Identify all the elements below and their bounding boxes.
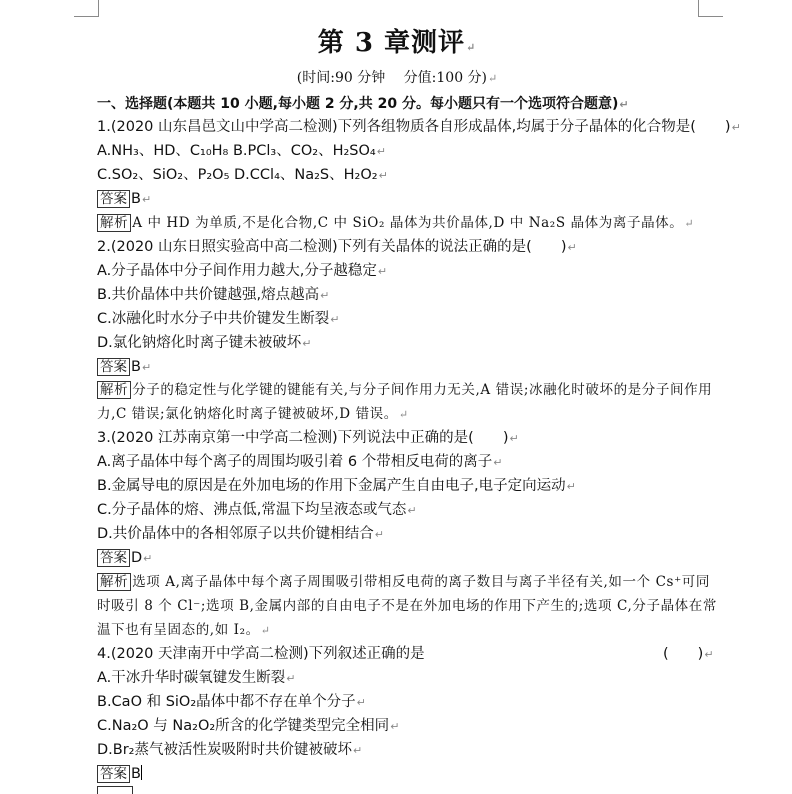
page-corner-mark-top-right (698, 0, 723, 17)
question-2-option: B.共价晶体中共价键越强,熔点越高↵ (97, 287, 330, 303)
question-2-answer: 答案 B↵ (97, 358, 151, 377)
answer-tag: 答案 (97, 358, 130, 376)
analysis-tag: 解析 (97, 214, 131, 232)
page-title: 第 3 章测评↵ (317, 28, 477, 58)
text-cursor (141, 765, 142, 780)
question-1-option: C.SO₂、SiO₂、P₂O₅ D.CCl₄、Na₂S、H₂O₂↵ (97, 167, 388, 183)
question-2-stem: 2.(2020 山东日照实验高中高二检测)下列有关晶体的说法正确的是( )↵ (97, 239, 577, 255)
analysis-tag: 解析 (97, 381, 131, 399)
question-1-option: A.NH₃、HD、C₁₀H₈ B.PCl₃、CO₂、H₂SO₄↵ (97, 143, 386, 159)
subtitle: (时间:90 分钟 分值:100 分)↵ (296, 70, 498, 86)
question-3-option: A.离子晶体中每个离子的周围均吸引着 6 个带相反电荷的离子↵ (97, 454, 503, 470)
question-3-analysis: 解析 选项 A,离子晶体中每个离子周围吸引带相反电荷的离子数目与离子半径有关,如一个 Cs⁺可同 (97, 573, 710, 591)
page-corner-mark-top-left (74, 0, 99, 17)
question-1-answer: 答案 B↵ (97, 190, 151, 209)
question-4-option: C.Na₂O 与 Na₂O₂所含的化学键类型完全相同↵ (97, 718, 400, 734)
question-1-stem: 1.(2020 山东昌邑文山中学高二检测)下列各组物质各自形成晶体,均属于分子晶体的化合物是( )↵ (97, 119, 741, 135)
answer-tag: 答案 (97, 190, 130, 208)
question-4-answer[interactable]: 答案 B (97, 765, 142, 783)
question-3-analysis-cont: 温下也有呈固态的,如 I₂。↵ (97, 622, 271, 638)
answer-parenthesis: ( )↵ (663, 646, 714, 662)
question-3-option: D.共价晶体中的各相邻原子以共价键相结合↵ (97, 526, 384, 542)
section-heading: 一、选择题(本题共 10 小题,每小题 2 分,共 20 分。每小题只有一个选项符合题意)↵ (97, 96, 629, 112)
question-1-analysis: 解析 A 中 HD 为单质,不是化合物,C 中 SiO₂ 晶体为共价晶体,D 中 Na₂S 晶体为离子晶体。↵ (97, 214, 694, 233)
analysis-tag: 解析 (97, 573, 131, 591)
question-2-analysis-cont: 力,C 错误;氯化钠熔化时离子键被破坏,D 错误。↵ (97, 406, 409, 422)
question-4-option: A.干冰升华时碳氧键发生断裂↵ (97, 670, 296, 686)
question-3-option: B.金属导电的原因是在外加电场的作用下金属产生自由电子,电子定向运动↵ (97, 478, 576, 494)
question-3-analysis-cont: 时吸引 8 个 Cl⁻;选项 B,金属内部的自由电子不是在外加电场的作用下产生的;选项 C,分子晶体在常 (97, 598, 717, 614)
question-2-analysis: 解析 分子的稳定性与化学键的键能有关,与分子间作用力无关,A 错误;冰融化时破坏的是分子间作用 (97, 381, 712, 399)
answer-tag: 答案 (97, 765, 130, 783)
question-2-option: A.分子晶体中分子间作用力越大,分子越稳定↵ (97, 263, 388, 279)
question-3-answer: 答案 D↵ (97, 549, 152, 568)
question-4-option: D.Br₂蒸气被活性炭吸附时共价键被破坏↵ (97, 742, 363, 758)
question-3-stem: 3.(2020 江苏南京第一中学高二检测)下列说法中正确的是( )↵ (97, 430, 519, 446)
answer-tag: 答案 (97, 549, 130, 567)
question-4-option: B.CaO 和 SiO₂晶体中都不存在单个分子↵ (97, 694, 366, 710)
question-4-stem: 4.(2020 天津南开中学高二检测)下列叙述正确的是 ( )↵ (97, 646, 714, 662)
question-2-option: C.冰融化时水分子中共价键发生断裂↵ (97, 311, 340, 327)
question-2-option: D.氯化钠熔化时离子键未被破坏↵ (97, 335, 312, 351)
question-3-option: C.分子晶体的熔、沸点低,常温下均呈液态或气态↵ (97, 502, 417, 518)
